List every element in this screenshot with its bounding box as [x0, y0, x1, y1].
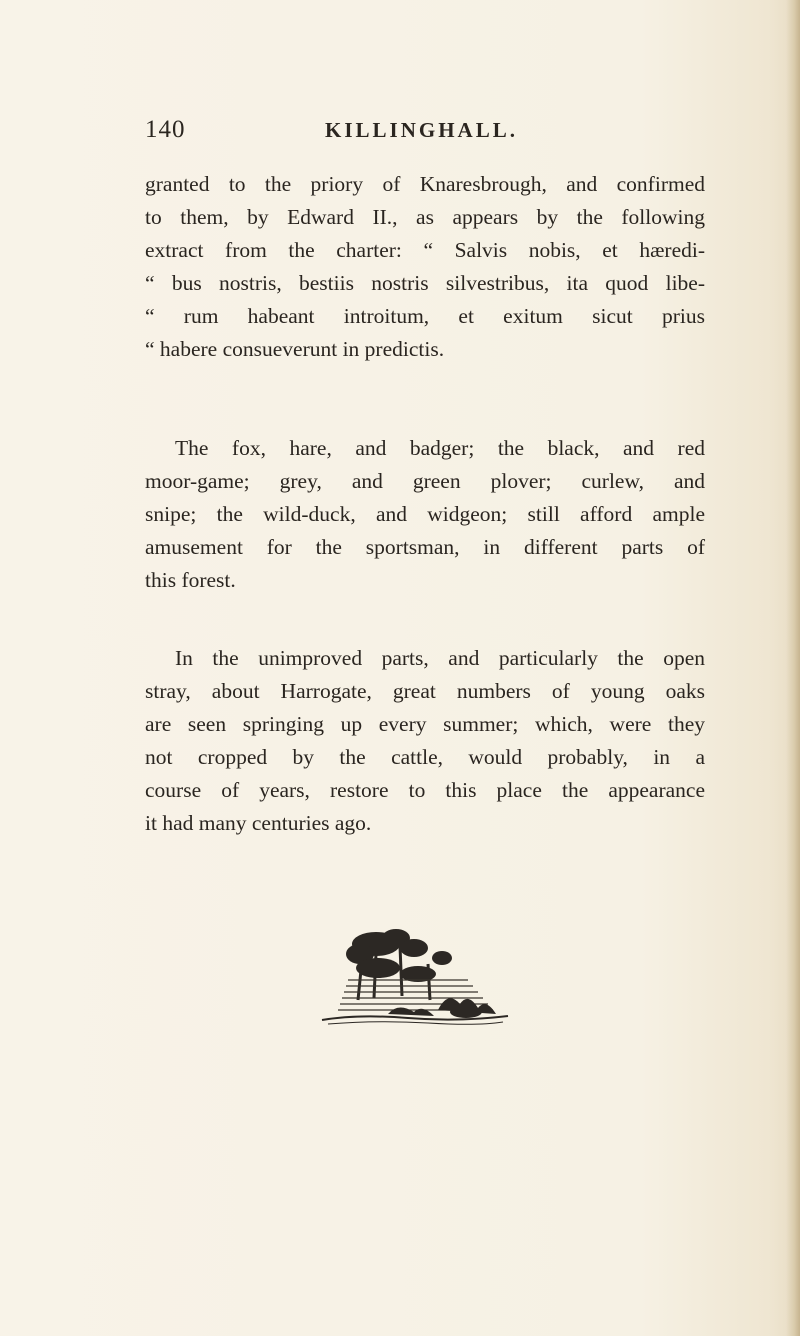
text-line: moor-game; grey, and green plover; curlew, and: [145, 469, 705, 493]
text-line: extract from the charter: “ Salvis nobis, et hæredi-: [145, 238, 705, 262]
running-title: KILLINGHALL.: [325, 118, 518, 142]
paragraph-game: [145, 432, 705, 597]
text-line: “ habere consueverunt in predictis.: [145, 337, 445, 361]
text-line: to them, by Edward II., as appears by the following: [145, 205, 705, 229]
page-edge-shadow: [786, 0, 800, 1336]
text-line: amusement for the sportsman, in different parts of: [145, 535, 705, 559]
paragraph-charter: [145, 168, 705, 366]
text-line: not cropped by the cattle, would probably, in a: [145, 745, 705, 769]
text-line: snipe; the wild-duck, and widgeon; still afford ample: [145, 502, 705, 526]
paragraph-oaks: [145, 642, 705, 840]
text-line: it had many centuries ago.: [145, 811, 372, 835]
text-line: “ rum habeant introitum, et exitum sicut prius: [145, 304, 705, 328]
text-line: “ bus nostris, bestiis nostris silvestribus, ita quod libe-: [145, 271, 705, 295]
text-line: granted to the priory of Knaresbrough, and confirmed: [145, 172, 705, 196]
page-header: [145, 116, 705, 152]
page-number: 140: [145, 116, 186, 143]
text-line: The fox, hare, and badger; the black, and red: [175, 436, 705, 460]
text-line: this forest.: [145, 568, 236, 592]
text-line: stray, about Harrogate, great numbers of young oaks: [145, 679, 705, 703]
text-line: In the unimproved parts, and particularly the open: [175, 646, 705, 670]
text-line: course of years, restore to this place the appearance: [145, 778, 705, 802]
text-line: are seen springing up every summer; which, were they: [145, 712, 705, 736]
woodcut-landscape-vignette-icon: [318, 924, 518, 1028]
